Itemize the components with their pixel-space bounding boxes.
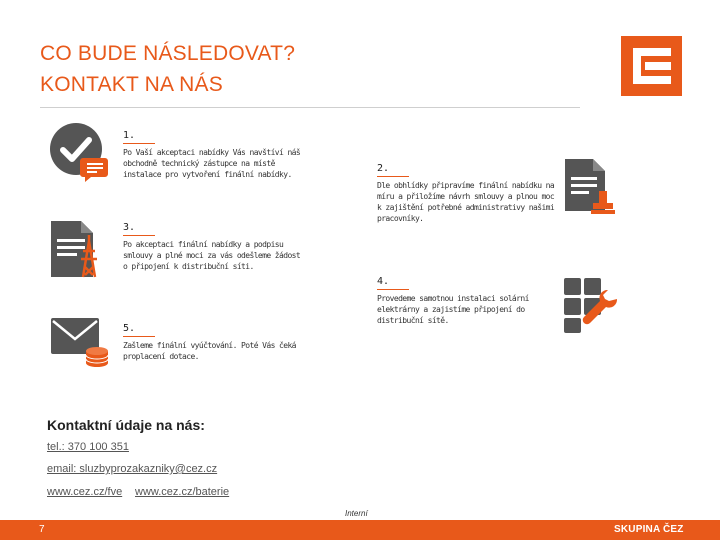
- contract-stamp-icon: [563, 157, 617, 222]
- cez-logo-mark: [621, 36, 682, 96]
- cez-logo: [621, 36, 682, 96]
- step-5-number: 5.: [123, 323, 136, 334]
- classification-label: Interní: [345, 509, 368, 518]
- footer-bar: [0, 520, 720, 540]
- step-3-number: 3.: [123, 222, 136, 233]
- step-5-text: Zašleme finální vyúčtování. Poté Vás čeká proplacení dotace.: [123, 341, 296, 361]
- approval-chat-icon: [49, 122, 109, 189]
- step-2-rule: [377, 176, 409, 177]
- web-link-fve[interactable]: www.cez.cz/fve: [47, 486, 123, 498]
- page-title: [40, 38, 360, 100]
- step-3-text: Po akceptaci finální nabídky a podpisu smlouvy a plné moci za vás odešleme žádost o připojení k distribuční síti.: [123, 240, 301, 271]
- step-2-text: Dle obhlídky připravíme finální nabídku na míru a přiložíme návrh smlouvy a plnou moc k zajištění potřebné administrativy našimi pracovníky.: [377, 181, 555, 223]
- step-1-rule: [123, 143, 155, 144]
- step-1-number: 1.: [123, 130, 136, 141]
- step-4-rule: [377, 289, 409, 290]
- solar-panel-wrench-icon: [563, 277, 621, 340]
- step-1-text: Po Vaší akceptaci nabídky Vás navštíví náš obchodně technický zástupce na místě instalace pro vytvoření finální nabídky.: [123, 148, 301, 179]
- contact-title: Kontaktní údaje na nás:: [47, 417, 205, 433]
- step-2-number: 2.: [377, 163, 390, 174]
- phone-link[interactable]: tel.: 370 100 351: [47, 441, 129, 453]
- title-line-2: KONTAKT NA NÁS: [40, 73, 223, 96]
- step-4-number: 4.: [377, 276, 390, 287]
- step-5-rule: [123, 336, 155, 337]
- page-number: 7: [39, 524, 45, 535]
- title-divider: [40, 107, 580, 108]
- document-pylon-icon: [49, 219, 109, 284]
- step-4-text: Provedeme samotnou instalaci solární elektrárny a zajistíme připojení do distribuční sítě.: [377, 294, 529, 325]
- title-line-1: CO BUDE NÁSLEDOVAT?: [40, 42, 296, 65]
- step-3-rule: [123, 235, 155, 236]
- footer-brand: SKUPINA ČEZ: [614, 524, 684, 535]
- web-link-baterie[interactable]: www.cez.cz/baterie: [135, 486, 230, 498]
- email-link[interactable]: email: sluzbyprozakazniky@cez.cz: [47, 463, 218, 475]
- envelope-coins-icon: [50, 317, 110, 374]
